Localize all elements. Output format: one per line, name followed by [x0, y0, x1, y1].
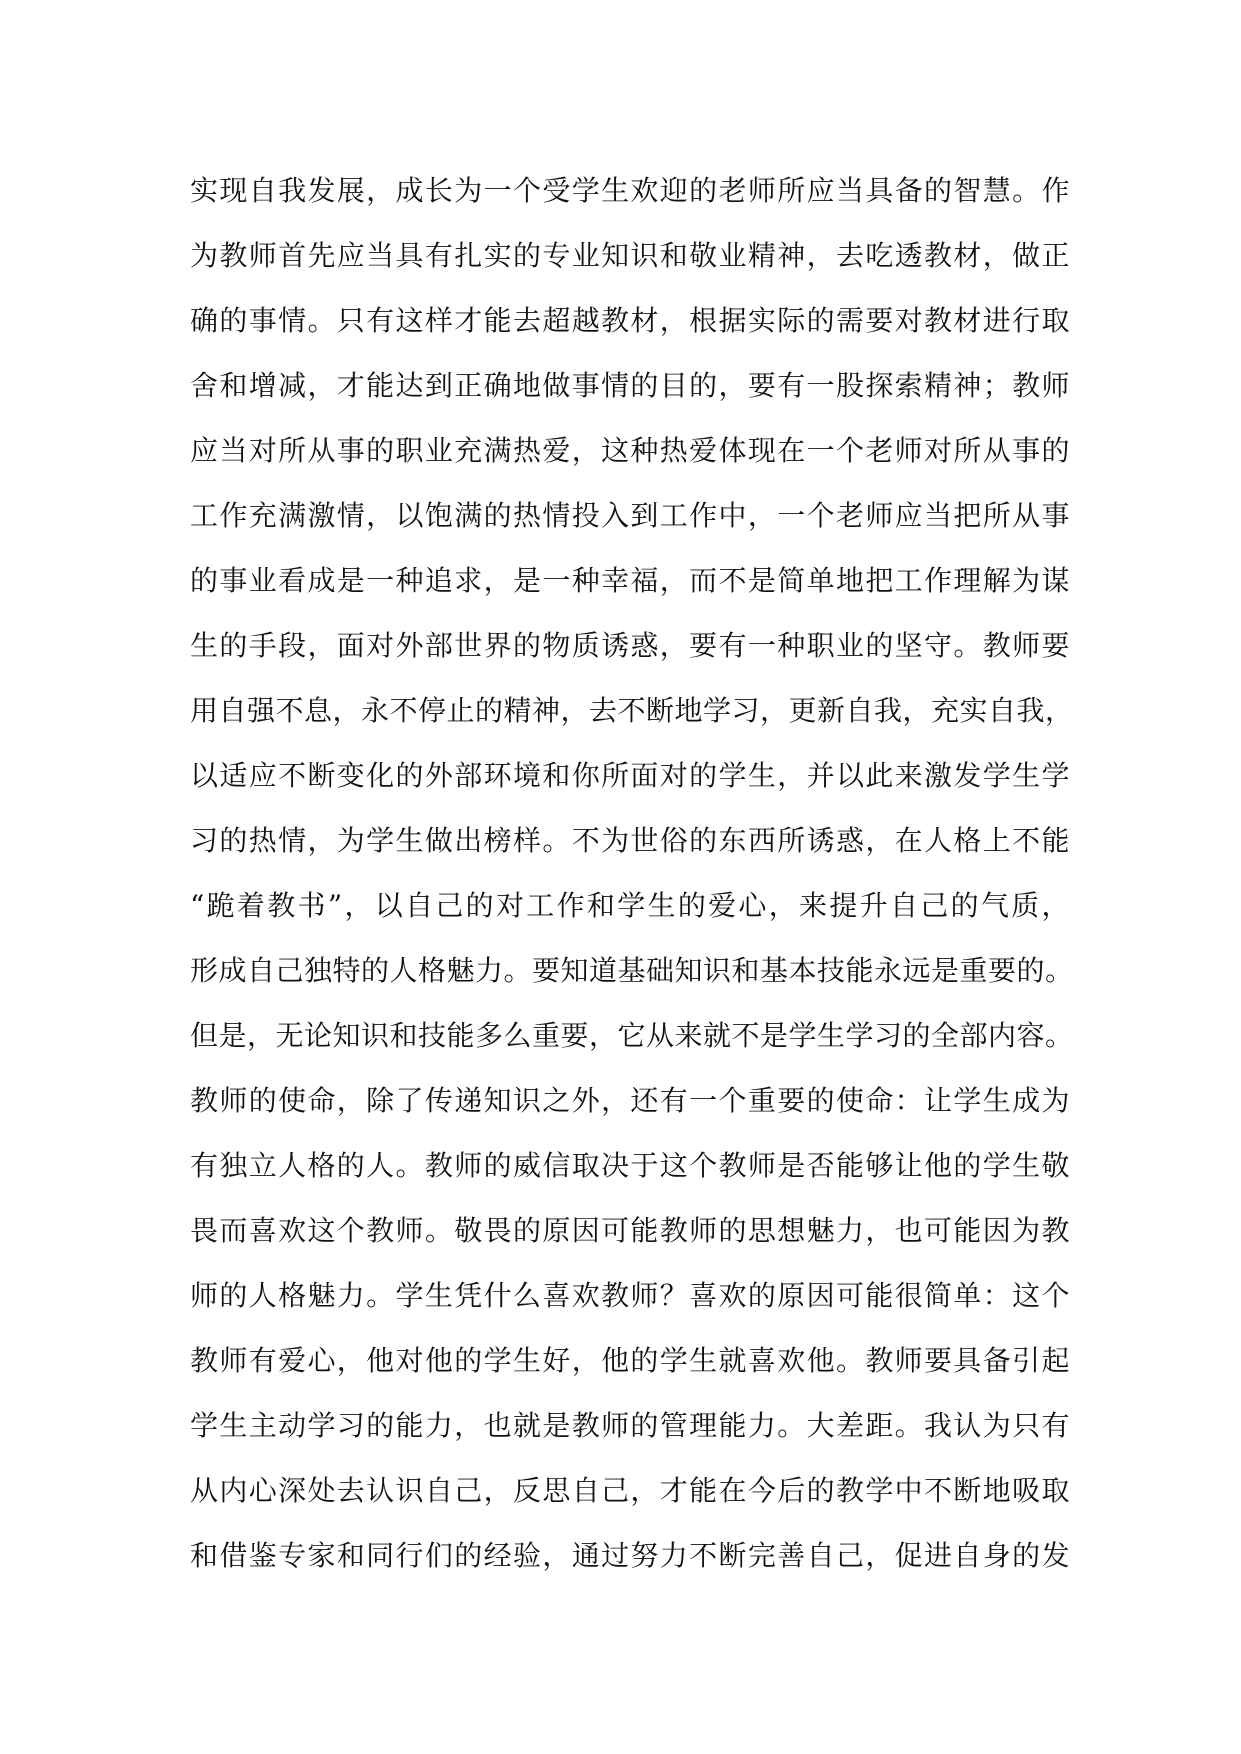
text-line: 工作充满激情，以饱满的热情投入到工作中，一个老师应当把所从事	[190, 499, 1070, 532]
text-line: 和借鉴专家和同行们的经验，通过努力不断完善自己，促进自身的发	[190, 1539, 1070, 1572]
text-line: 生的手段，面对外部世界的物质诱惑，要有一种职业的坚守。教师要	[190, 629, 1070, 662]
body-text	[190, 158, 1074, 1588]
text-line: 用自强不息，永不停止的精神，去不断地学习，更新自我，充实自我，	[190, 694, 1074, 727]
text-line: 为教师首先应当具有扎实的专业知识和敬业精神，去吃透教材，做正	[190, 239, 1070, 272]
text-line: 习的热情，为学生做出榜样。不为世俗的东西所诱惑，在人格上不能	[190, 824, 1070, 857]
text-line: 确的事情。只有这样才能去超越教材，根据实际的需要对教材进行取	[190, 304, 1070, 337]
text-line: 师的人格魅力。学生凭什么喜欢教师？喜欢的原因可能很简单：这个	[190, 1279, 1070, 1312]
text-line: 从内心深处去认识自己，反思自己，才能在今后的教学中不断地吸取	[190, 1474, 1070, 1507]
text-line: 舍和增减，才能达到正确地做事情的目的，要有一股探索精神；教师	[190, 369, 1070, 402]
text-line: 应当对所从事的职业充满热爱，这种热爱体现在一个老师对所从事的	[190, 434, 1070, 467]
text-line: 有独立人格的人。教师的威信取决于这个教师是否能够让他的学生敬	[190, 1149, 1070, 1182]
text-line: 畏而喜欢这个教师。敬畏的原因可能教师的思想魅力，也可能因为教	[190, 1214, 1070, 1247]
text-line: “跪着教书”，以自己的对工作和学生的爱心，来提升自己的气质，	[190, 889, 1070, 922]
text-line: 形成自己独特的人格魅力。要知道基础知识和基本技能永远是重要的。	[190, 954, 1074, 987]
text-line: 教师有爱心，他对他的学生好，他的学生就喜欢他。教师要具备引起	[190, 1344, 1070, 1377]
text-line: 以适应不断变化的外部环境和你所面对的学生，并以此来激发学生学	[190, 759, 1070, 792]
text-line: 教师的使命，除了传递知识之外，还有一个重要的使命：让学生成为	[190, 1084, 1070, 1117]
text-line: 但是，无论知识和技能多么重要，它从来就不是学生学习的全部内容。	[190, 1019, 1074, 1052]
text-line: 实现自我发展，成长为一个受学生欢迎的老师所应当具备的智慧。作	[190, 174, 1070, 207]
text-line: 的事业看成是一种追求，是一种幸福，而不是简单地把工作理解为谋	[190, 564, 1070, 597]
text-line: 学生主动学习的能力，也就是教师的管理能力。大差距。我认为只有	[190, 1409, 1070, 1442]
